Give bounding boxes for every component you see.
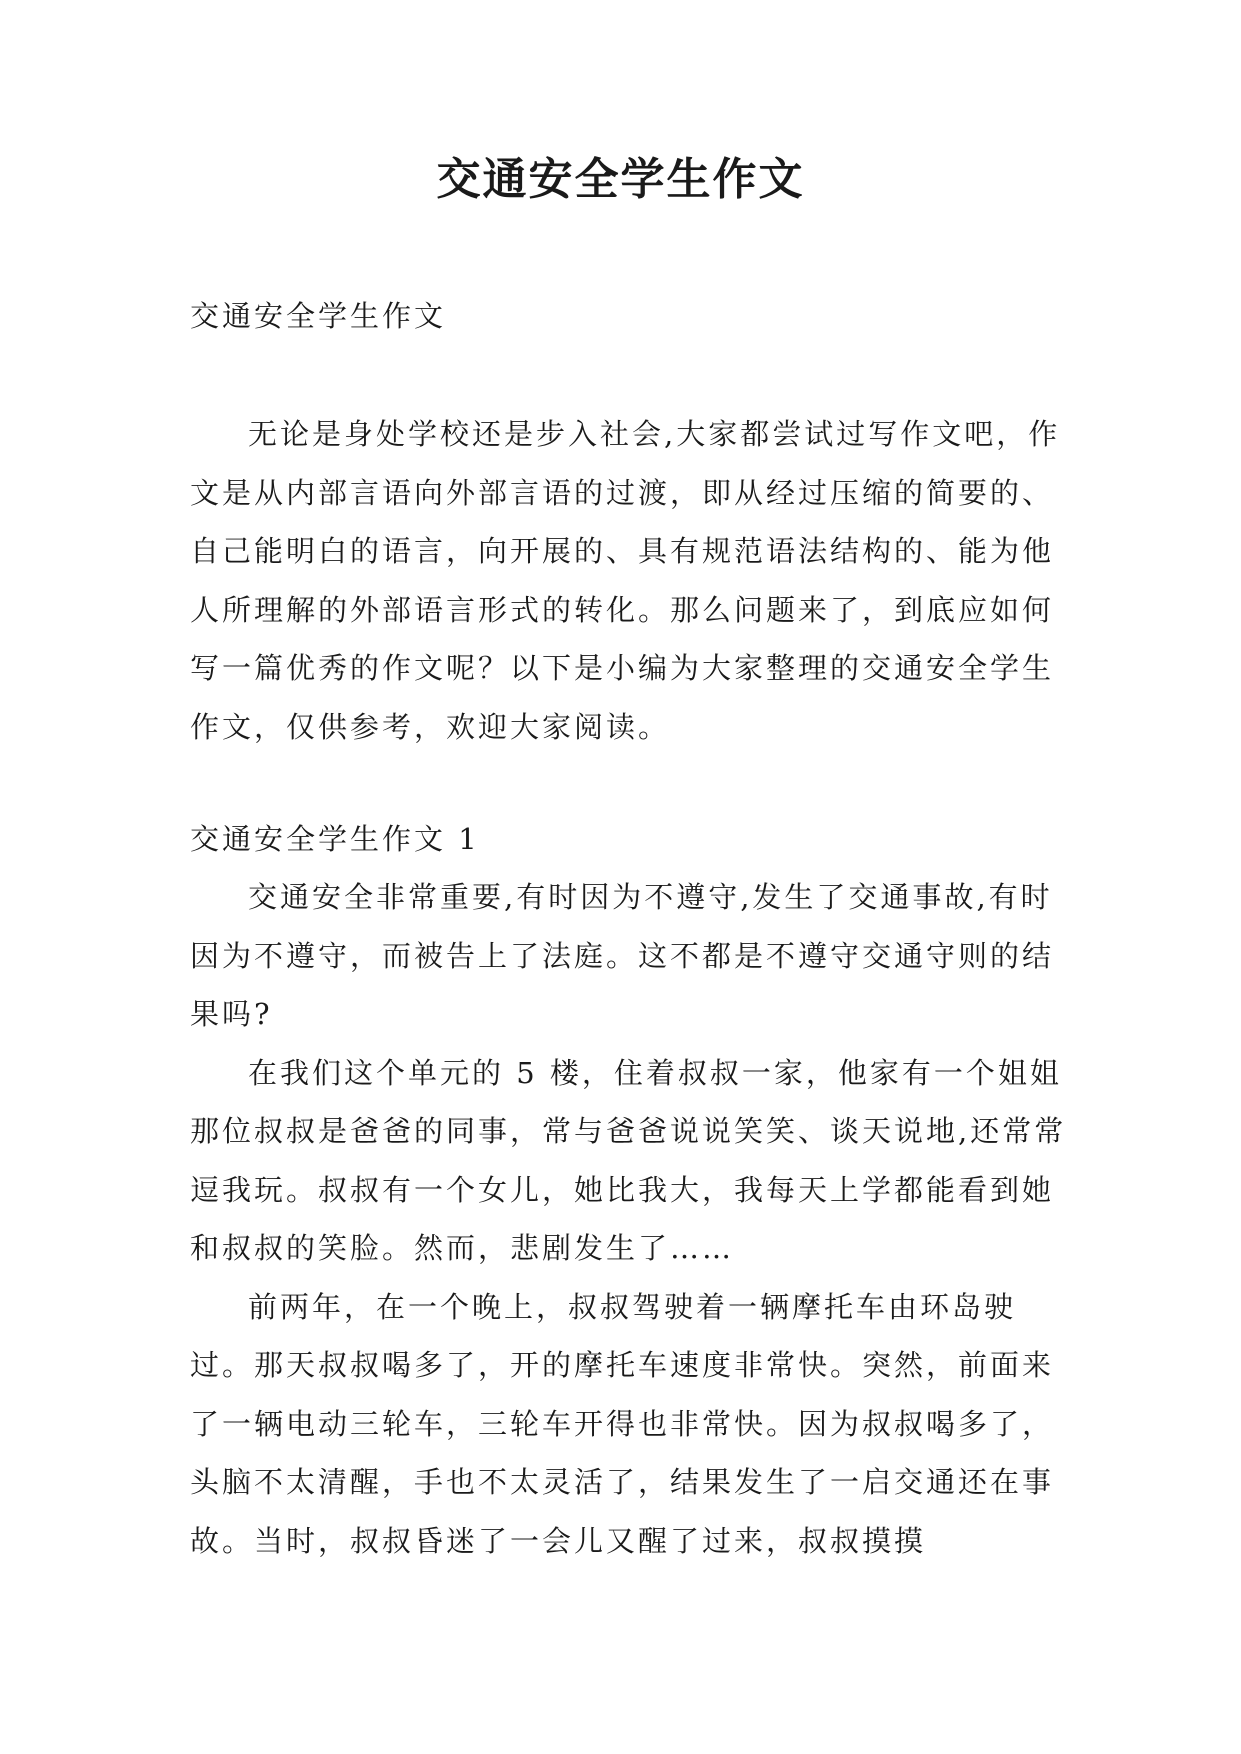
section-heading: 交通安全学生作文 1 <box>190 822 480 856</box>
essay-body <box>190 868 1070 1570</box>
essay-paragraph: 在我们这个单元的 5 楼，住着叔叔一家，他家有一个姐姐那位叔叔是爸爸的同事，常与爸爸说说笑笑、谈天说地,还常常逗我玩。叔叔有一个女儿，她比我大，我每天上学都能看到她和叔叔的笑脸。然而，悲剧发生了…… <box>190 1055 1067 1265</box>
essay-paragraph: 交通安全非常重要,有时因为不遵守,发生了交通事故,有时因为不遵守，而被告上了法庭。这不都是不遵守交通守则的结果吗? <box>190 880 1055 1031</box>
essay-paragraph: 前两年，在一个晚上，叔叔驾驶着一辆摩托车由环岛驶过。那天叔叔喝多了，开的摩托车速度非常快。突然，前面来了一辆电动三轮车，三轮车开得也非常快。因为叔叔喝多了，头脑不太清醒，手也不太灵活了，结果发生了一启交通还在事故。当时，叔叔昏迷了一会儿又醒了过来，叔叔摸摸 <box>190 1289 1055 1558</box>
document-subtitle: 交通安全学生作文 <box>190 299 447 333</box>
intro-paragraph: 无论是身处学校还是步入社会,大家都尝试过写作文吧，作文是从内部言语向外部言语的过渡，即从经过压缩的简要的、自己能明白的语言，向开展的、具有规范语法结构的、能为他人所理解的外部语言形式的转化。那么问题来了，到底应如何写一篇优秀的作文呢？以下是小编为大家整理的交通安全学生作文，仅供参考，欢迎大家阅读。 <box>190 417 1061 744</box>
document-title: 交通安全学生作文 <box>436 154 805 205</box>
